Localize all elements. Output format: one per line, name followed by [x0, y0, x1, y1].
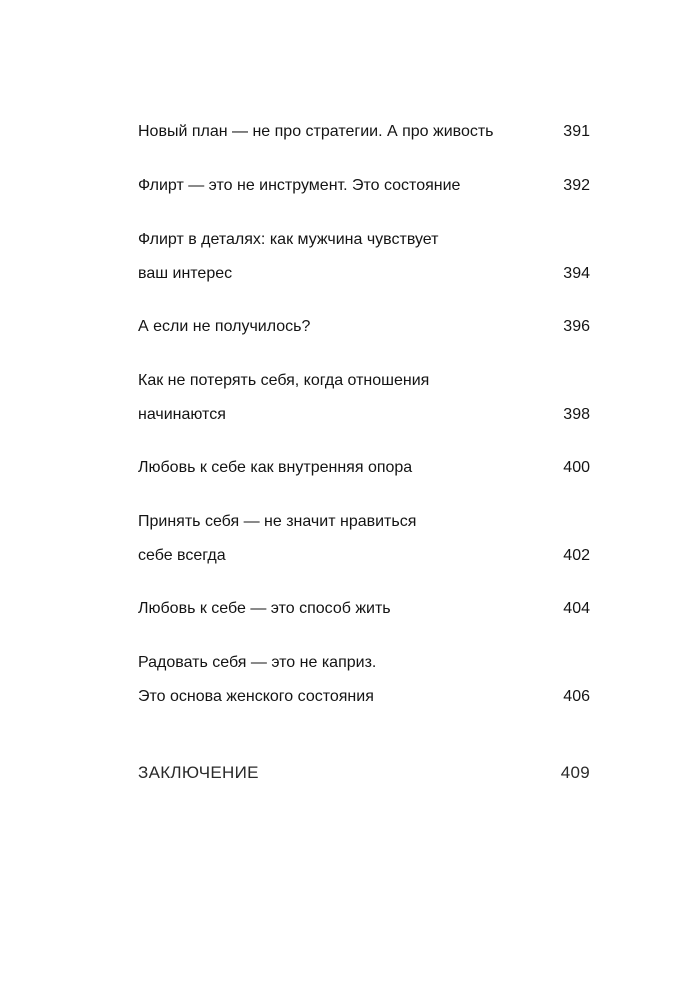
toc-conclusion-title: ЗАКЛЮЧЕНИЕ	[138, 763, 259, 782]
toc-entry-page: 392	[563, 177, 590, 194]
toc-entry	[138, 451, 590, 485]
toc-entry-title: Принять себя — не значит нравиться	[138, 513, 417, 530]
toc-entry-title-continued: Это основа женского состояния	[138, 688, 374, 705]
toc-entry-title: Новый план — не про стратегии. А про живость	[138, 123, 494, 140]
toc-entry	[138, 115, 590, 149]
toc-entry	[138, 169, 590, 203]
toc-entry-page: 404	[563, 600, 590, 617]
toc-entry	[138, 505, 590, 573]
toc-entry-page: 391	[563, 123, 590, 140]
toc-entry	[138, 310, 590, 344]
toc-entry	[138, 646, 590, 714]
toc-entry-title: Любовь к себе как внутренняя опора	[138, 459, 413, 476]
toc-entry-page: 394	[563, 265, 590, 282]
toc-entry-title: Флирт в деталях: как мужчина чувствует	[138, 231, 439, 248]
toc-entry-conclusion	[138, 756, 590, 790]
toc-entry-title-continued: начинаются	[138, 406, 226, 423]
toc-entry	[138, 592, 590, 626]
toc-entry-title-continued: себе всегда	[138, 547, 226, 564]
toc-entry	[138, 223, 590, 291]
toc-entry-page: 396	[563, 318, 590, 335]
toc-conclusion-page: 409	[560, 763, 590, 782]
toc-entry-title: Как не потерять себя, когда отношения	[138, 372, 430, 389]
toc-entry-title: Любовь к себе — это способ жить	[138, 600, 391, 617]
toc-entry-page: 398	[563, 406, 590, 423]
toc-entry-page: 400	[563, 459, 590, 476]
toc-entry-title: А если не получилось?	[138, 318, 311, 335]
toc-entry-title: Флирт — это не инструмент. Это состояние	[138, 177, 461, 194]
toc-entry-title-continued: ваш интерес	[138, 265, 233, 282]
toc-entry-title: Радовать себя — это не каприз.	[138, 654, 377, 671]
toc-entry	[138, 364, 590, 432]
toc-entry-page: 406	[563, 688, 590, 705]
toc-entry-page: 402	[563, 547, 590, 564]
